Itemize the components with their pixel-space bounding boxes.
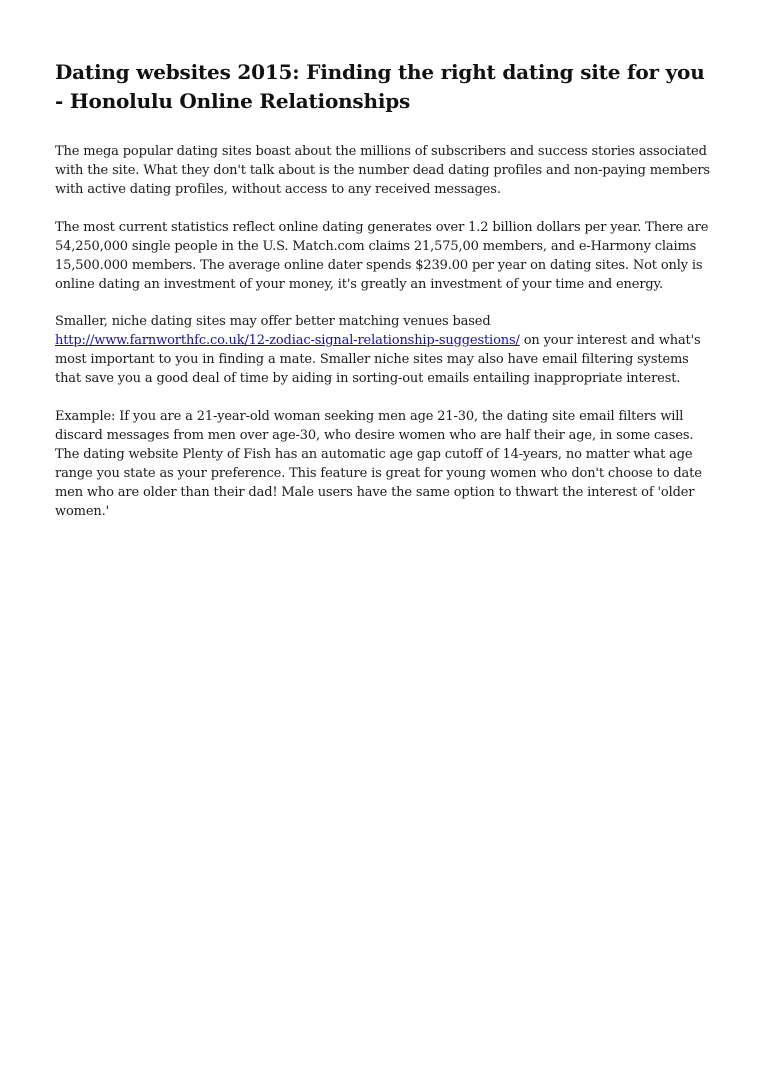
- paragraph-niche-sites-text-after: on your interest and what's most important to you in finding a mate. Smaller niche sites may also have email filtering systems that save you a good deal of time by aiding in sorting-out emails entailing inappropriate interest.: [55, 333, 701, 386]
- paragraph-niche-sites-text-before: Smaller, niche dating sites may offer better matching venues based: [55, 314, 491, 329]
- paragraph-example: Example: If you are a 21-year-old woman seeking men age 21-30, the dating site email filters will discard messages from men over age-30, who desire women who are half their age, in some cases. The dating website Plenty of Fish has an automatic age gap cutoff of 14-years, no matter what age range you state as your preference. This feature is great for young women who don't choose to date men who are older than their dad! Male users have the same option to thwart the interest of 'older women.': [55, 408, 702, 519]
- farnworthfc-link[interactable]: http://www.farnworthfc.co.uk/12-zodiac-signal-relationship-suggestions/: [55, 333, 520, 348]
- document-page: [55, 58, 715, 539]
- paragraph-niche-sites: [55, 312, 715, 388]
- paragraph-intro: The mega popular dating sites boast about the millions of subscribers and success stories associated with the site. What they don't talk about is the number dead dating profiles and non-paying members with active dating profiles, without access to any received messages.: [55, 144, 710, 197]
- paragraph-statistics: The most current statistics reflect online dating generates over 1.2 billion dollars per year. There are 54,250,000 single people in the U.S. Match.com claims 21,575,00 members, and e-Harmony claims 15,500.000 members. The average online dater spends $239.00 per year on dating sites. Not only is online dating an investment of your money, it's greatly an investment of your time and energy.: [55, 219, 709, 292]
- page-title: Dating websites 2015: Finding the right dating site for you - Honolulu Online Relationships: [55, 60, 705, 113]
